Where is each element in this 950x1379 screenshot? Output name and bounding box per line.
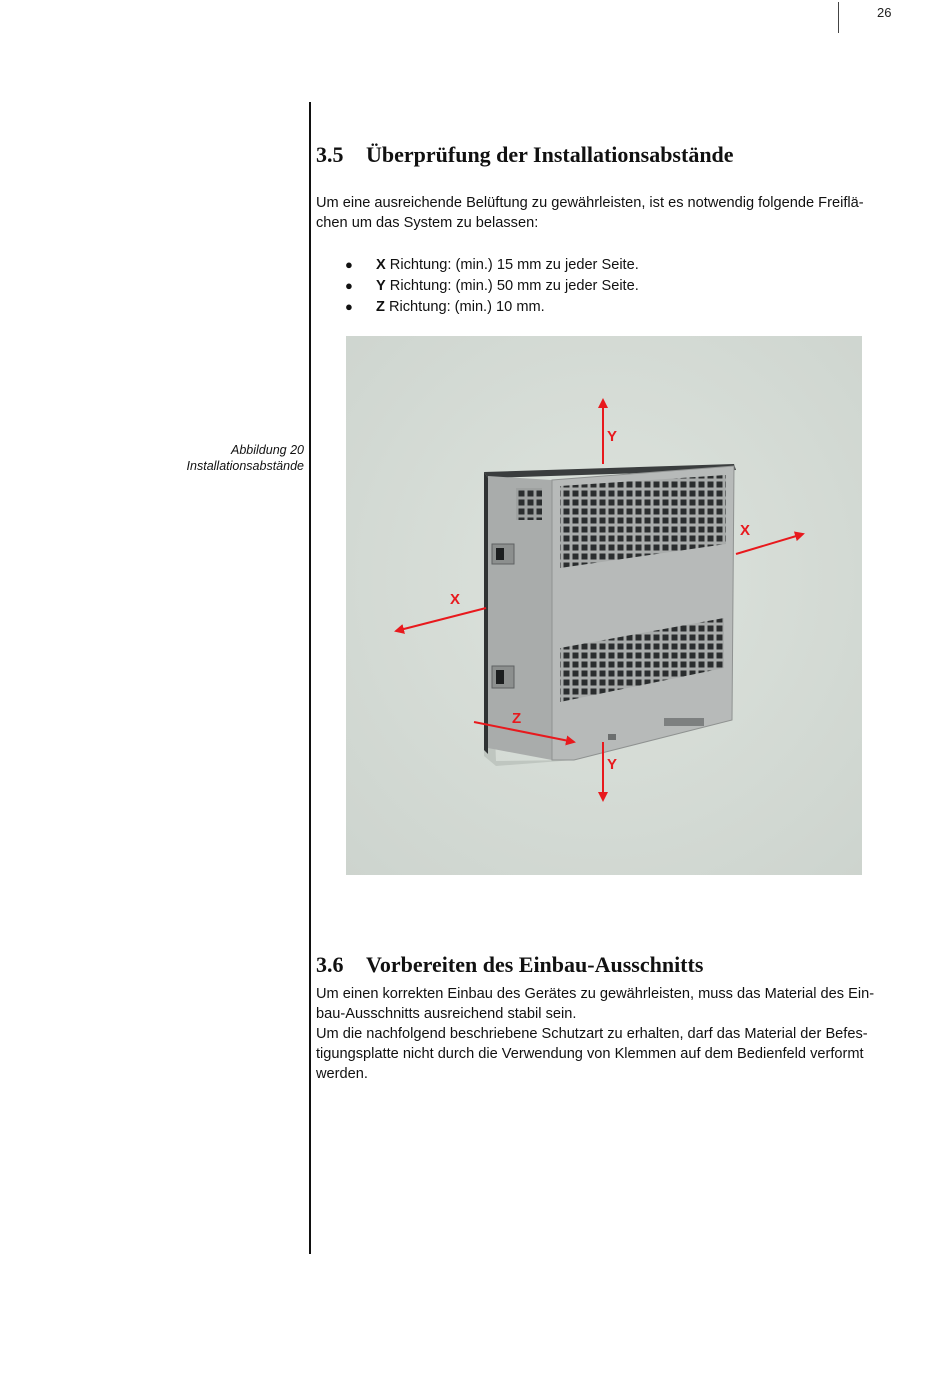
section-number: 3.6 — [316, 952, 344, 977]
intro-paragraph — [316, 193, 891, 233]
section-number: 3.5 — [316, 142, 344, 167]
bullet-icon: ● — [345, 257, 353, 272]
paragraph-line: Um die nachfolgend beschriebene Schutzart zu erhalten, darf das Material der Befes- — [316, 1026, 868, 1042]
installation-photo — [346, 336, 862, 875]
list-item — [345, 254, 639, 275]
list-item — [345, 296, 639, 317]
label-z: Z — [512, 710, 522, 727]
cutout-paragraph — [316, 984, 891, 1084]
figure-caption — [187, 442, 304, 474]
label-x-right: X — [740, 522, 751, 539]
list-item-text: Richtung: (min.) 50 mm zu jeder Seite. — [385, 278, 639, 294]
paragraph-line: werden. — [316, 1066, 368, 1082]
paragraph-line: chen um das System zu belassen: — [316, 215, 539, 231]
bullet-icon: ● — [345, 278, 353, 293]
header-rule — [838, 2, 839, 33]
axis-label: Z — [376, 299, 385, 315]
axis-label: X — [376, 257, 386, 273]
margin-rule — [309, 102, 311, 1254]
paragraph-line: Um einen korrekten Einbau des Gerätes zu gewährleisten, muss das Material des Ein- — [316, 986, 875, 1002]
caption-text: Installationsabstände — [186, 459, 304, 473]
list-item-text: Richtung: (min.) 15 mm zu jeder Seite. — [385, 257, 639, 273]
installation-figure — [346, 336, 862, 875]
label-y-top: Y — [607, 428, 618, 445]
paragraph-line: bau-Ausschnitts ausreichend stabil sein. — [316, 1006, 577, 1022]
label-x-left: X — [450, 591, 461, 608]
list-item — [345, 275, 639, 296]
paragraph-line: Um eine ausreichende Belüftung zu gewährleisten, ist es notwendig folgende Freiflä- — [316, 195, 864, 211]
section-heading-3-6 — [316, 952, 703, 978]
label-y-bottom: Y — [607, 756, 618, 773]
device-enclosure — [484, 464, 736, 760]
axis-label: Y — [376, 278, 386, 294]
clearance-list — [345, 254, 639, 317]
paragraph-line: tigungsplatte nicht durch die Verwendung von Klemmen auf dem Bedienfeld verformt — [316, 1046, 864, 1062]
page-number: 26 — [877, 5, 892, 20]
bullet-icon: ● — [345, 299, 353, 314]
list-item-text: Richtung: (min.) 10 mm. — [384, 299, 545, 315]
section-heading-3-5 — [316, 142, 734, 168]
caption-number: Abbildung 20 — [231, 443, 304, 457]
section-title: Vorbereiten des Einbau-Ausschnitts — [366, 952, 704, 977]
section-title: Überprüfung der Installationsabstände — [366, 142, 734, 167]
